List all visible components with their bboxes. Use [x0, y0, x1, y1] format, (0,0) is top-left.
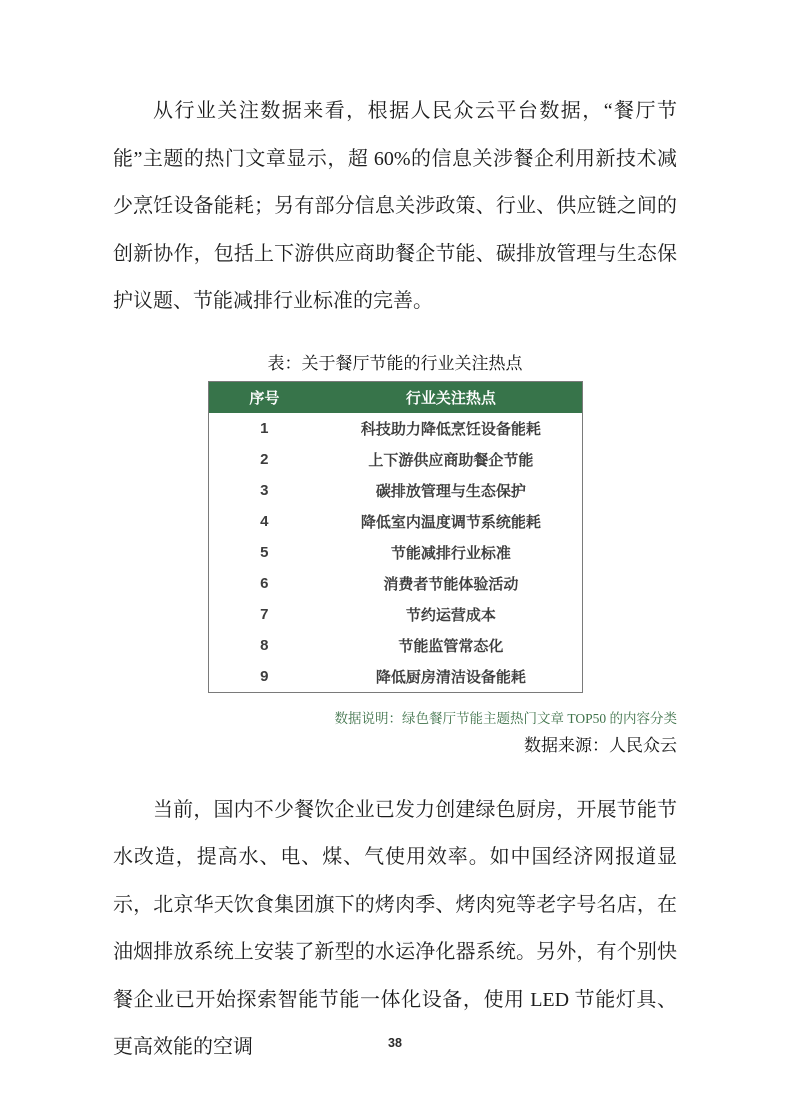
table-row	[208, 568, 582, 599]
table-row	[208, 537, 582, 568]
cell-index: 1	[260, 419, 269, 437]
data-note: 数据说明：绿色餐厅节能主题热门文章 TOP50 的内容分类	[334, 710, 677, 726]
table-row	[208, 630, 582, 661]
table-row	[208, 506, 582, 537]
table-row	[208, 599, 582, 630]
cell-topic: 节能监管常态化	[398, 637, 504, 655]
cell-index: 7	[260, 605, 269, 623]
cell-topic: 节能减排行业标准	[390, 544, 511, 562]
cell-index: 2	[260, 450, 269, 468]
cell-index: 8	[260, 636, 269, 654]
cell-index: 9	[260, 667, 269, 685]
cell-topic: 上下游供应商助餐企节能	[368, 451, 534, 469]
cell-index: 3	[260, 481, 269, 499]
page-number: 38	[388, 1036, 402, 1050]
cell-index: 5	[260, 543, 269, 561]
hotspots-table	[208, 381, 583, 693]
cell-topic: 科技助力降低烹饪设备能耗	[360, 420, 541, 438]
table-row	[208, 444, 582, 475]
table-header-row	[208, 381, 582, 413]
paragraph-industry-attention: 从行业关注数据来看，根据人民众云平台数据，“餐厅节能”主题的热门文章显示，超 60%的信息关涉餐企利用新技术减少烹饪设备能耗；另有部分信息关涉政策、行业、供应链之间的创新协作，包括上下游供应商助餐企节能、碳排放管理与生态保护议题、节能减排行业标准的完善。	[113, 100, 677, 312]
table-section	[113, 352, 677, 759]
table-title: 表：关于餐厅节能的行业关注热点	[267, 353, 523, 373]
cell-topic: 节约运营成本	[405, 606, 496, 624]
cell-topic: 降低室内温度调节系统能耗	[360, 513, 541, 531]
column-header-topic: 行业关注热点	[320, 381, 582, 413]
cell-index: 4	[260, 512, 269, 530]
data-source: 数据来源：人民众云	[524, 735, 677, 755]
paragraph-green-kitchen: 当前，国内不少餐饮企业已发力创建绿色厨房，开展节能节水改造，提高水、电、煤、气使用效率。如中国经济网报道显示，北京华天饮食集团旗下的烤肉季、烤肉宛等老字号名店，在油烟排放系统上安装了新型的水运净化器系统。另外，有个别快餐企业已开始探索智能节能一体化设备，使用 LED 节能灯具、更高效能的空调	[113, 798, 677, 1058]
column-header-index: 序号	[208, 381, 320, 413]
cell-index: 6	[260, 574, 269, 592]
cell-topic: 降低厨房清洁设备能耗	[375, 668, 526, 686]
cell-topic: 碳排放管理与生态保护	[375, 482, 526, 500]
table-row	[208, 413, 582, 444]
table-row	[208, 475, 582, 506]
cell-topic: 消费者节能体验活动	[383, 575, 519, 593]
table-row	[208, 661, 582, 693]
